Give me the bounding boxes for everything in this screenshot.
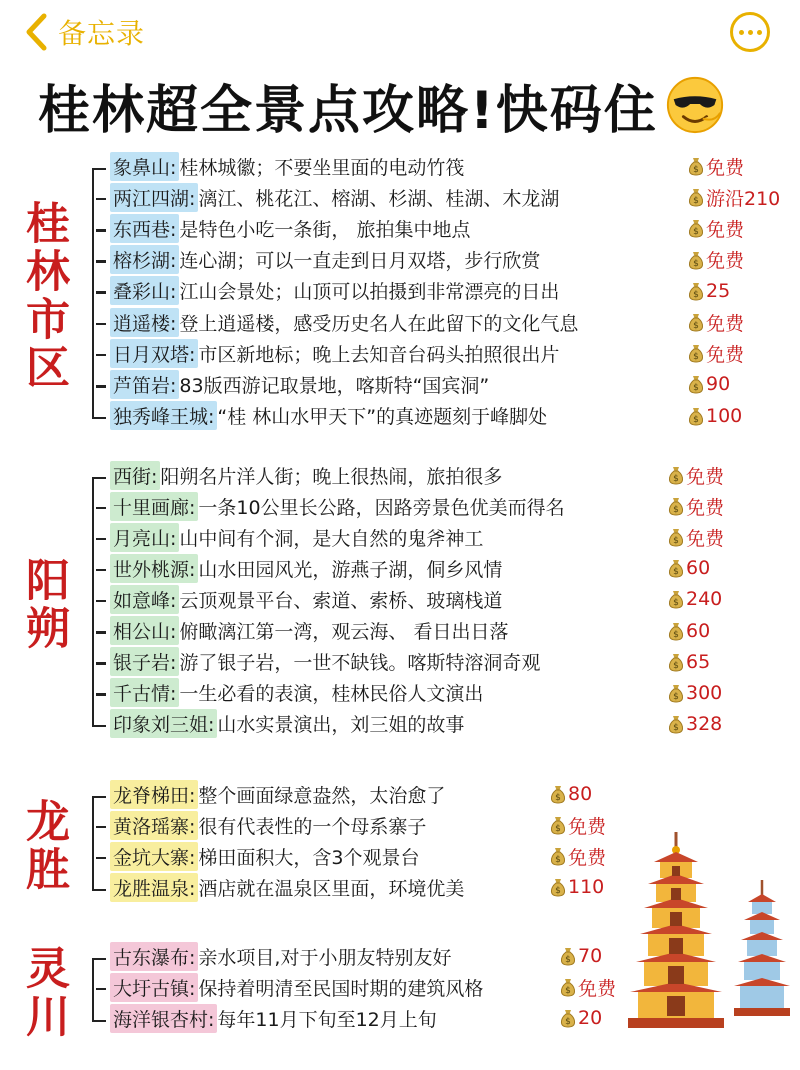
svg-text:$: $ <box>565 955 571 965</box>
price-value: 70 <box>578 945 603 967</box>
attraction-name: 海洋银杏村: <box>110 1004 217 1033</box>
attraction-desc: 云顶观景平台、索道、索桥、玻璃栈道 <box>179 589 503 612</box>
money-bag-icon <box>550 784 566 804</box>
money-bag-icon <box>688 250 704 270</box>
attraction-desc: 保持着明清至民国时期的建筑风格 <box>198 977 484 1000</box>
attraction-name: 东西巷: <box>110 214 179 243</box>
money-bag-icon <box>668 527 684 547</box>
attraction-name: 古东瀑布: <box>110 942 198 971</box>
list-item <box>110 679 483 707</box>
svg-text:$: $ <box>673 567 679 578</box>
more-icon <box>739 30 744 35</box>
list-item <box>110 554 502 582</box>
attraction-desc: 阳朔名片洋人街；晚上很热闹，旅拍很多 <box>160 465 503 488</box>
price-value: 240 <box>686 588 723 611</box>
bracket-tick <box>96 198 106 201</box>
money-bag-icon <box>668 465 684 485</box>
bracket-tick <box>96 826 106 829</box>
svg-text:$: $ <box>693 227 699 238</box>
money-bag-icon <box>668 621 684 641</box>
attraction-desc: 市区新地标；晚上去知音台码头拍照很出片 <box>198 343 560 366</box>
list-item <box>110 1004 437 1032</box>
pagoda-illustration <box>614 830 794 1030</box>
attraction-desc: 是特色小吃一条街， 旅拍集中地点 <box>179 218 471 241</box>
price-value: 免费 <box>706 312 745 335</box>
bracket-tick <box>96 600 106 603</box>
money-bag-icon <box>668 589 684 609</box>
attraction-desc: 很有代表性的一个母系寨子 <box>198 815 427 838</box>
attraction-name: 象鼻山: <box>110 152 179 181</box>
page-title <box>38 70 726 140</box>
money-bag-icon <box>688 156 704 176</box>
attraction-price <box>688 246 744 274</box>
more-button[interactable] <box>730 12 770 52</box>
attraction-name: 日月双塔: <box>110 339 198 368</box>
attraction-price <box>668 492 724 520</box>
attraction-price <box>668 710 722 738</box>
list-item <box>110 811 426 839</box>
price-value: 100 <box>706 404 743 427</box>
list-item <box>110 370 489 398</box>
attraction-price <box>668 617 710 645</box>
money-bag-icon <box>550 846 566 866</box>
list-item <box>110 308 578 336</box>
attraction-price <box>688 277 730 305</box>
price-value: 免费 <box>568 815 607 838</box>
bracket-tick <box>96 260 106 263</box>
svg-text:$: $ <box>693 383 699 394</box>
attraction-name: 金坑大寨: <box>110 842 198 871</box>
money-bag-icon <box>550 815 566 835</box>
attraction-desc: 83版西游记取景地，喀斯特“国宾洞” <box>179 374 490 397</box>
list-item <box>110 183 559 211</box>
money-bag-icon <box>668 496 684 516</box>
money-bag-icon <box>560 1008 576 1028</box>
attraction-price <box>688 308 744 336</box>
price-value: 免费 <box>706 343 745 366</box>
money-bag-icon <box>560 946 576 966</box>
price-value: 60 <box>686 619 711 642</box>
money-bag-icon <box>688 187 704 207</box>
bracket-tick <box>96 385 106 388</box>
price-value: 80 <box>568 783 593 805</box>
list-item <box>110 842 420 870</box>
price-value: 游沿210 <box>706 187 781 210</box>
attraction-price <box>688 152 744 180</box>
list-item <box>110 339 559 367</box>
chevron-left-icon <box>22 12 52 52</box>
bracket-tick <box>96 569 106 572</box>
attraction-desc: 山水实景演出，刘三姐的故事 <box>217 714 465 737</box>
price-value: 免费 <box>686 465 725 488</box>
bracket-tick <box>96 507 106 510</box>
attraction-name: 榕杉湖: <box>110 245 179 274</box>
svg-text:$: $ <box>673 660 679 671</box>
attraction-name: 相公山: <box>110 616 179 645</box>
svg-text:$: $ <box>693 258 699 269</box>
list-item <box>110 152 464 180</box>
money-bag-icon <box>688 312 704 332</box>
money-bag-icon <box>560 977 576 997</box>
attraction-price <box>688 339 744 367</box>
attraction-price <box>668 461 724 489</box>
svg-text:$: $ <box>673 629 679 640</box>
attraction-price <box>560 973 616 1001</box>
attraction-price <box>550 873 604 901</box>
money-bag-icon <box>688 218 704 238</box>
region-label: 灵川 <box>18 944 69 1041</box>
svg-text:$: $ <box>673 505 679 516</box>
attraction-name: 龙胜温泉: <box>110 873 198 902</box>
price-value: 328 <box>686 712 723 735</box>
bracket-tick <box>96 857 106 860</box>
attraction-desc: 游了银子岩，一世不缺钱。喀斯特溶洞奇观 <box>179 652 541 675</box>
price-value: 300 <box>686 681 723 704</box>
attraction-desc: 江山会景处；山顶可以拍摄到非常漂亮的日出 <box>179 281 560 304</box>
svg-text:$: $ <box>565 1017 571 1027</box>
attraction-name: 十里画廊: <box>110 492 198 521</box>
svg-text:$: $ <box>693 289 699 300</box>
title-text: 桂林超全景点攻略!快码住 <box>38 80 658 141</box>
attraction-desc: 连心湖；可以一直走到日月双塔，步行欣赏 <box>179 250 541 273</box>
attraction-price <box>550 780 592 808</box>
attraction-desc: 山中间有个洞，是大自然的鬼斧神工 <box>179 527 484 550</box>
attraction-name: 龙脊梯田: <box>110 780 198 809</box>
attraction-name: 月亮山: <box>110 523 179 552</box>
svg-text:$: $ <box>673 722 679 733</box>
list-item <box>110 710 464 738</box>
list-item <box>110 973 483 1001</box>
list-item <box>110 873 464 901</box>
attraction-price <box>560 1004 602 1032</box>
svg-text:$: $ <box>693 165 699 175</box>
attraction-name: 逍遥楼: <box>110 308 179 337</box>
price-value: 免费 <box>706 218 745 241</box>
attraction-price <box>668 554 710 582</box>
attraction-desc: 每年11月下旬至12月上旬 <box>217 1008 437 1031</box>
attraction-price <box>560 942 602 970</box>
list-item <box>110 277 559 305</box>
svg-text:$: $ <box>555 886 561 896</box>
list-item <box>110 617 508 645</box>
price-value: 90 <box>706 373 731 396</box>
price-value: 免费 <box>706 156 745 179</box>
bracket-tick <box>96 662 106 665</box>
svg-text:$: $ <box>693 414 699 425</box>
list-item <box>110 402 547 430</box>
sunglasses-emoji-icon <box>664 74 726 136</box>
attraction-desc: 漓江、桃花江、榕湖、杉湖、桂湖、木龙湖 <box>198 187 560 210</box>
attraction-name: 大圩古镇: <box>110 973 198 1002</box>
svg-text:$: $ <box>673 598 679 609</box>
attraction-name: 如意峰: <box>110 585 179 614</box>
list-item <box>110 461 502 489</box>
attraction-name: 两江四湖: <box>110 183 198 212</box>
list-item <box>110 648 540 676</box>
bracket-tick <box>96 988 106 991</box>
money-bag-icon <box>688 374 704 394</box>
section-0 <box>0 152 800 433</box>
attraction-desc: 酒店就在温泉区里面，环境优美 <box>198 877 465 900</box>
bracket-tick <box>96 631 106 634</box>
money-bag-icon <box>668 683 684 703</box>
attraction-price <box>688 214 744 242</box>
price-value: 免费 <box>706 250 745 273</box>
attraction-price <box>688 370 730 398</box>
svg-text:$: $ <box>673 474 679 484</box>
list-item <box>110 780 445 808</box>
svg-text:$: $ <box>693 352 699 363</box>
attraction-desc: 桂林城徽；不要坐里面的电动竹筏 <box>179 156 465 179</box>
money-bag-icon <box>688 343 704 363</box>
svg-text:$: $ <box>673 536 679 547</box>
list-item <box>110 942 451 970</box>
price-value: 65 <box>686 650 711 673</box>
list-item <box>110 585 502 613</box>
attraction-price <box>550 842 606 870</box>
attraction-desc: 亲水项目,对于小朋友特别友好 <box>198 946 452 969</box>
svg-text:$: $ <box>673 691 679 702</box>
region-label: 阳朔 <box>18 556 69 653</box>
back-label: 备忘录 <box>58 17 146 50</box>
attraction-name: 叠彩山: <box>110 276 179 305</box>
price-value: 20 <box>578 1007 603 1029</box>
attraction-name: 芦笛岩: <box>110 370 179 399</box>
price-value: 免费 <box>686 496 725 519</box>
svg-text:$: $ <box>565 986 571 996</box>
attraction-name: 千古情: <box>110 678 179 707</box>
money-bag-icon <box>668 558 684 578</box>
attraction-name: 银子岩: <box>110 647 179 676</box>
list-item <box>110 523 483 551</box>
price-value: 60 <box>686 557 711 580</box>
attraction-name: 世外桃源: <box>110 554 198 583</box>
money-bag-icon <box>668 714 684 734</box>
attraction-desc: 梯田面积大，含3个观景台 <box>198 846 420 869</box>
attraction-price <box>550 811 606 839</box>
price-value: 免费 <box>568 846 607 869</box>
price-value: 免费 <box>578 977 617 1000</box>
section-1 <box>0 461 800 741</box>
svg-text:$: $ <box>693 196 699 207</box>
svg-text:$: $ <box>693 321 699 331</box>
bracket-tick <box>96 323 106 326</box>
section-bracket <box>92 796 106 891</box>
attraction-name: 独秀峰王城: <box>110 401 217 430</box>
bracket-tick <box>96 229 106 232</box>
price-value: 110 <box>568 876 605 898</box>
money-bag-icon <box>688 281 704 301</box>
back-button[interactable] <box>22 10 145 54</box>
attraction-desc: “桂 林山水甲天下”的真迹题刻于峰脚处 <box>217 406 548 429</box>
attraction-price <box>668 585 722 613</box>
region-label: 桂林市区 <box>18 200 69 393</box>
money-bag-icon <box>668 652 684 672</box>
svg-text:$: $ <box>555 793 561 803</box>
attraction-desc: 一生必看的表演，桂林民俗人文演出 <box>179 683 484 706</box>
attraction-name: 印象刘三姐: <box>110 709 217 738</box>
region-label: 龙胜 <box>18 798 69 894</box>
attraction-desc: 登上逍遥楼，感受历史名人在此留下的文化气息 <box>179 312 579 335</box>
bracket-tick <box>96 693 106 696</box>
list-item <box>110 246 540 274</box>
attraction-desc: 山水田园风光，游燕子湖，侗乡风情 <box>198 558 503 581</box>
bracket-tick <box>96 354 106 357</box>
attraction-desc: 俯瞰漓江第一湾，观云海、 看日出日落 <box>179 621 509 643</box>
price-value: 免费 <box>686 527 725 550</box>
bracket-tick <box>96 538 106 541</box>
attraction-price <box>688 402 742 430</box>
svg-text:$: $ <box>555 824 561 834</box>
money-bag-icon <box>688 406 704 426</box>
attraction-name: 黄洛瑶寨: <box>110 811 198 840</box>
attraction-price <box>668 679 722 707</box>
bracket-tick <box>96 291 106 294</box>
price-value: 25 <box>706 279 731 302</box>
svg-text:$: $ <box>555 855 561 865</box>
list-item <box>110 492 565 520</box>
attraction-price <box>668 523 724 551</box>
attraction-price <box>688 183 780 211</box>
attraction-desc: 整个画面绿意盎然，太治愈了 <box>198 784 446 807</box>
attraction-name: 西街: <box>110 461 160 490</box>
attraction-price <box>668 648 710 676</box>
money-bag-icon <box>550 877 566 897</box>
attraction-desc: 一条10公里长公路，因路旁景色优美而得名 <box>198 496 565 519</box>
list-item <box>110 214 470 242</box>
